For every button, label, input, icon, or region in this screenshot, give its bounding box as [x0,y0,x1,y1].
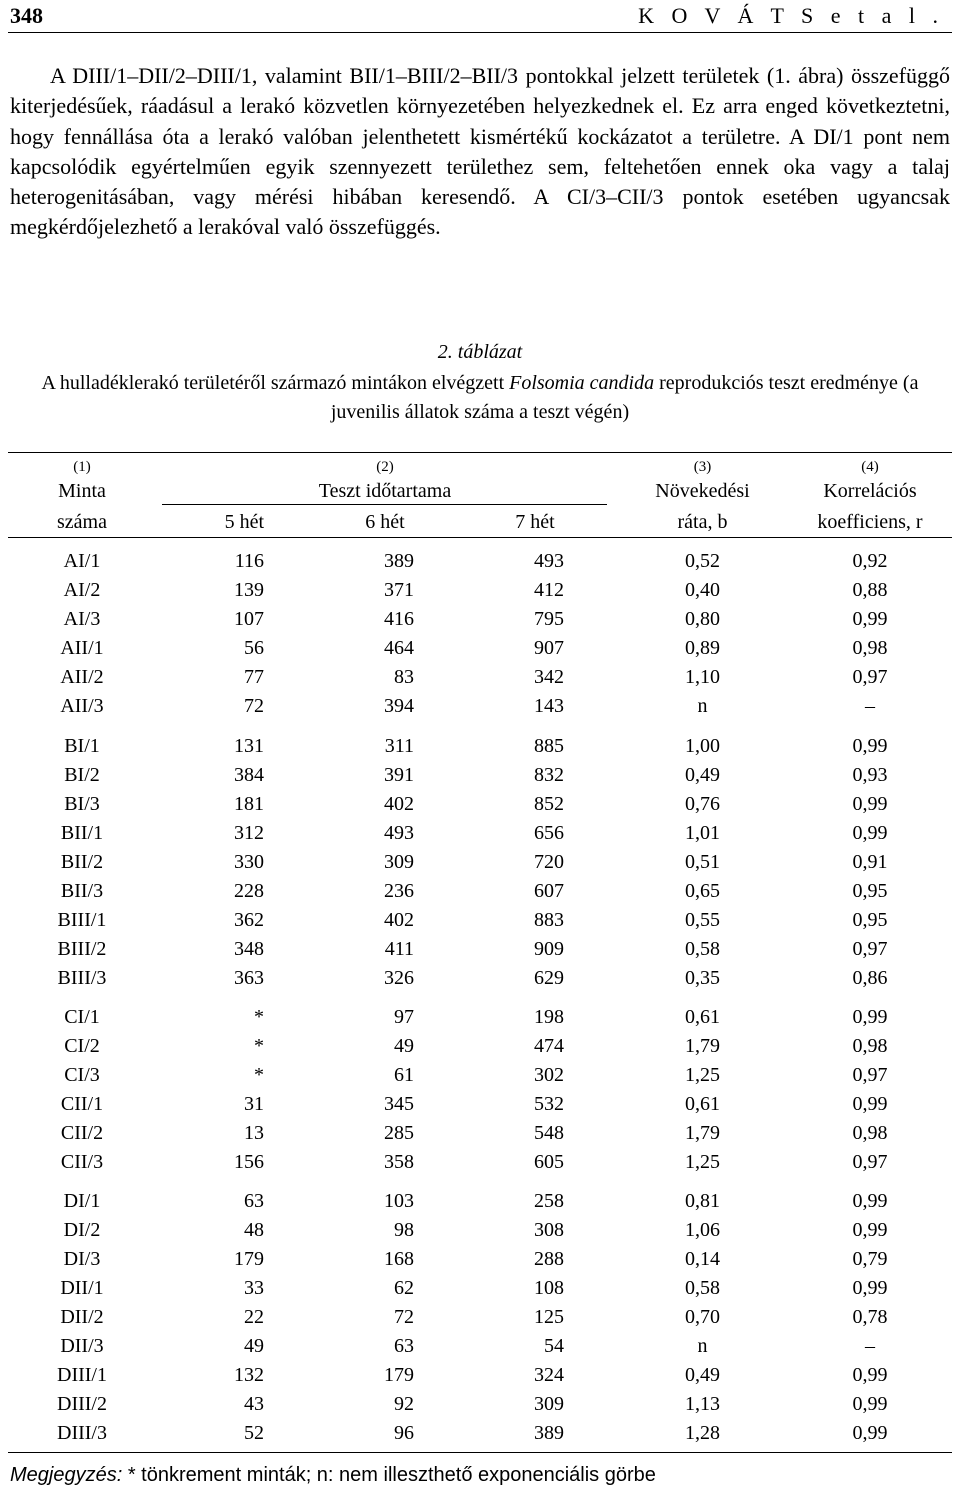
col2-label: Teszt időtartama [318,480,452,502]
sample-id: DIII/1 [57,1364,107,1386]
table-row [0,695,960,724]
correlation: 0,99 [852,1093,888,1115]
growth-rate: 1,06 [685,1219,720,1241]
week7-count: 548 [534,1122,564,1144]
growth-rate: 0,49 [685,1364,720,1386]
correlation: 0,99 [852,608,888,630]
body-paragraph [10,61,950,243]
table-row [0,1277,960,1306]
week6-count: 62 [394,1277,414,1299]
sample-id: BI/3 [64,793,100,815]
week7-count: 832 [534,764,564,786]
growth-rate: 0,70 [685,1306,720,1328]
week5-count: 31 [244,1093,264,1115]
table-row [0,851,960,880]
sample-id: DI/1 [63,1190,101,1212]
table-row [0,550,960,579]
table-top-rule [8,452,952,453]
col3-label-line2: ráta, b [677,511,728,533]
week7-count: 302 [534,1064,564,1086]
week6-count: 402 [384,909,414,931]
growth-rate: 0,14 [685,1248,720,1270]
growth-rate: 0,65 [685,880,720,902]
sample-id: AI/2 [63,579,101,601]
growth-rate: 0,55 [685,909,720,931]
correlation: 0,99 [852,1364,888,1386]
table-row [0,1093,960,1122]
col3-number: (3) [693,459,712,475]
correlation: 0,98 [852,637,888,659]
running-head: K O V Á T S e t a l . [638,3,944,28]
col1-label-line2: száma [57,511,107,533]
table-header-rule [8,537,952,538]
week7-count: 342 [534,666,564,688]
col4-label-line1: Korrelációs [823,480,917,502]
table-row [0,1248,960,1277]
week5-count: * [254,1035,264,1057]
week7-count: 720 [534,851,564,873]
week5-count: 362 [234,909,264,931]
correlation: 0,99 [852,1190,888,1212]
growth-rate: 1,00 [685,735,720,757]
week6-count: 96 [394,1422,414,1444]
table-row [0,880,960,909]
col2-subrule [162,504,607,505]
week7-count: 607 [534,880,564,902]
table-label: 2. táblázat [437,341,523,363]
week6-count: 103 [384,1190,414,1212]
table-row [0,1064,960,1093]
week6-count: 389 [384,550,414,572]
week6-count: 61 [394,1064,414,1086]
week7-count: 309 [534,1393,564,1415]
caption-text-before: A hulladéklerakó területéről származó mintákon elvégzett [41,372,510,394]
week7-count: 629 [534,967,564,989]
week6-count: 285 [384,1122,414,1144]
table-note [10,1464,656,1487]
week5-count: 228 [234,880,264,902]
note-text: * tönkrement minták; n: nem illeszthető exponenciális görbe [122,1464,656,1486]
week6-count: 92 [394,1393,414,1415]
sample-id: DII/3 [60,1335,104,1357]
correlation: 0,99 [852,1006,888,1028]
correlation: 0,95 [852,880,888,902]
correlation: 0,99 [852,793,888,815]
week7-count: 324 [534,1364,564,1386]
week7-count: 288 [534,1248,564,1270]
table-row [0,666,960,695]
growth-rate: 0,89 [685,637,720,659]
table-row [0,1219,960,1248]
correlation: 0,92 [852,550,888,572]
week6-count: 168 [384,1248,414,1270]
week6-count: 326 [384,967,414,989]
table-row [0,909,960,938]
page-number: 348 [10,3,43,28]
week5-count: 77 [244,666,264,688]
week5-count: 330 [234,851,264,873]
correlation: 0,99 [852,822,888,844]
week7-count: 656 [534,822,564,844]
sample-id: CII/2 [60,1122,104,1144]
week5-count: * [254,1006,264,1028]
week6-count: 358 [384,1151,414,1173]
growth-rate: 0,40 [685,579,720,601]
table-row [0,1393,960,1422]
correlation: 0,97 [852,1151,888,1173]
week6-count: 394 [384,695,414,717]
sample-id: CII/3 [60,1151,104,1173]
growth-rate: 1,79 [685,1035,720,1057]
week6-count: 309 [384,851,414,873]
week5-count: 156 [234,1151,264,1173]
sample-id: DIII/2 [57,1393,107,1415]
sample-id: DI/3 [63,1248,101,1270]
week6-count: 97 [394,1006,414,1028]
week7-count: 108 [534,1277,564,1299]
table-row [0,579,960,608]
week7-count: 198 [534,1006,564,1028]
correlation: – [865,1335,875,1357]
growth-rate: 0,58 [685,938,720,960]
week5-count: 116 [234,550,264,572]
growth-rate: 1,79 [685,1122,720,1144]
table-row [0,608,960,637]
week5-count: 179 [234,1248,264,1270]
week5-count: 49 [244,1335,264,1357]
week5-count: 56 [244,637,264,659]
sample-id: AII/3 [60,695,104,717]
table-row [0,1122,960,1151]
week7-count: 125 [534,1306,564,1328]
week7-count: 907 [534,637,564,659]
table-row [0,1151,960,1180]
correlation: 0,99 [852,1219,888,1241]
col4-number: (4) [861,459,879,475]
growth-rate: 1,25 [685,1151,720,1173]
growth-rate: 1,28 [685,1422,720,1444]
caption-text-after: reprodukciós teszt eredménye (a juvenilis állatok száma a teszt végén) [330,372,919,423]
growth-rate: 0,51 [685,851,720,873]
week5-count: 48 [244,1219,264,1241]
week7-count: 258 [534,1190,564,1212]
week7-count: 412 [534,579,564,601]
sample-id: DIII/3 [57,1422,107,1444]
correlation: – [865,695,875,717]
week7-count: 852 [534,793,564,815]
correlation: 0,98 [852,1122,888,1144]
week6-count: 98 [394,1219,414,1241]
correlation: 0,99 [852,735,888,757]
table-row [0,1006,960,1035]
table-row [0,1190,960,1219]
week7-count: 54 [544,1335,564,1357]
correlation: 0,95 [852,909,888,931]
growth-rate: 1,25 [685,1064,720,1086]
week6-count: 411 [384,938,414,960]
week7-count: 143 [534,695,564,717]
week7-count: 474 [534,1035,564,1057]
week5-count: 348 [234,938,264,960]
week5-count: 107 [234,608,264,630]
week5-count: 63 [244,1190,264,1212]
week7-count: 532 [534,1093,564,1115]
week7-count: 909 [534,938,564,960]
week5-count: * [254,1064,264,1086]
growth-rate: 1,10 [685,666,720,688]
week7-count: 885 [534,735,564,757]
growth-rate: 1,01 [685,822,720,844]
growth-rate: 0,61 [685,1093,720,1115]
correlation: 0,88 [852,579,888,601]
col2-sub-7: 7 hét [515,511,555,533]
col1-number: (1) [73,459,91,475]
sample-id: BIII/3 [57,967,107,989]
sample-id: DII/2 [60,1306,104,1328]
table-row [0,1035,960,1064]
correlation: 0,79 [852,1248,888,1270]
growth-rate: 0,81 [685,1190,720,1212]
growth-rate: 0,35 [685,967,720,989]
sample-id: DII/1 [60,1277,104,1299]
col2-sub-5: 5 hét [224,511,264,533]
week6-count: 83 [394,666,414,688]
week7-count: 605 [534,1151,564,1173]
correlation: 0,97 [852,666,888,688]
week5-count: 132 [234,1364,264,1386]
note-label: Megjegyzés: [10,1464,123,1486]
paragraph-text: A DIII/1–DII/2–DIII/1, valamint BII/1–BIII/2–BII/3 pontokkal jelzett területek (1. ábra) összefüggő kiterjedésűek, ráadásul a lerakó közvetlen környezetében helyezkednek el. Ez arra enged következtetni, hogy fennállása óta a lerakó valóban jelenthetett kismértékű kockázatot a területre. A DI/1 pont nem kapcsolódik egyértelműen egyik szennyezett területhez sem, feltehetően ennek oka vagy a talaj heterogenitásában, vagy mérési hibában keresendő. A CI/3–CII/3 pontok esetében ugyancsak megkérdőjelezhető a lerakóval való összefüggés. [10,63,950,240]
sample-id: AII/1 [60,637,104,659]
week7-count: 883 [534,909,564,931]
col3-label-line1: Növekedési [655,480,750,502]
week6-count: 391 [384,764,414,786]
week5-count: 139 [234,579,264,601]
table-row [0,793,960,822]
week5-count: 384 [234,764,264,786]
correlation: 0,97 [852,938,888,960]
week5-count: 22 [244,1306,264,1328]
correlation: 0,99 [852,1393,888,1415]
table-row [0,1306,960,1335]
week6-count: 72 [394,1306,414,1328]
growth-rate: 0,49 [685,764,720,786]
sample-id: CI/3 [64,1064,100,1086]
growth-rate: 0,58 [685,1277,720,1299]
week5-count: 72 [244,695,264,717]
week5-count: 312 [234,822,264,844]
week5-count: 52 [244,1422,264,1444]
week6-count: 464 [384,637,414,659]
page-header [8,0,952,33]
week6-count: 345 [384,1093,414,1115]
week5-count: 131 [234,735,264,757]
sample-id: BII/1 [60,822,104,844]
week6-count: 179 [384,1364,414,1386]
week6-count: 402 [384,793,414,815]
table-row [0,1422,960,1451]
growth-rate: 0,80 [685,608,720,630]
col4-label-line2: koefficiens, r [817,511,923,533]
col2-number: (2) [376,459,394,475]
sample-id: BIII/2 [57,938,107,960]
correlation: 0,98 [852,1035,888,1057]
table-caption [40,369,920,427]
growth-rate: n [697,1335,708,1357]
week5-count: 33 [244,1277,264,1299]
table-row [0,938,960,967]
table-row [0,822,960,851]
sample-id: CI/1 [64,1006,100,1028]
growth-rate: 0,61 [685,1006,720,1028]
correlation: 0,99 [852,1422,888,1444]
sample-id: AI/3 [63,608,101,630]
week7-count: 493 [534,550,564,572]
sample-id: AI/1 [63,550,101,572]
correlation: 0,93 [852,764,888,786]
correlation: 0,97 [852,1064,888,1086]
table-row [0,1364,960,1393]
sample-id: AII/2 [60,666,104,688]
week6-count: 493 [384,822,414,844]
week6-count: 236 [384,880,414,902]
correlation: 0,78 [852,1306,888,1328]
sample-id: BII/2 [60,851,104,873]
sample-id: BI/2 [64,764,100,786]
week6-count: 49 [394,1035,414,1057]
table-row [0,637,960,666]
table-row [0,967,960,996]
sample-id: DI/2 [63,1219,101,1241]
table-row [0,764,960,793]
correlation: 0,91 [852,851,888,873]
week6-count: 311 [384,735,414,757]
sample-id: BII/3 [60,880,104,902]
week5-count: 43 [244,1393,264,1415]
week5-count: 13 [244,1122,264,1144]
sample-id: BI/1 [64,735,100,757]
col1-label-line1: Minta [58,480,106,502]
table-row [0,1335,960,1364]
growth-rate: 0,76 [685,793,720,815]
week6-count: 416 [384,608,414,630]
col2-sub-6: 6 hét [365,511,405,533]
sample-id: CI/2 [64,1035,100,1057]
week5-count: 363 [234,967,264,989]
correlation: 0,86 [852,967,888,989]
week5-count: 181 [234,793,264,815]
week7-count: 308 [534,1219,564,1241]
week7-count: 795 [534,608,564,630]
correlation: 0,99 [852,1277,888,1299]
table-row [0,735,960,764]
growth-rate: 1,13 [685,1393,720,1415]
caption-species: Folsomia candida [509,372,655,394]
growth-rate: n [697,695,708,717]
week7-count: 389 [534,1422,564,1444]
growth-rate: 0,52 [685,550,720,572]
table-bottom-rule [8,1452,952,1453]
sample-id: BIII/1 [57,909,107,931]
week6-count: 371 [384,579,414,601]
week6-count: 63 [394,1335,414,1357]
sample-id: CII/1 [60,1093,104,1115]
